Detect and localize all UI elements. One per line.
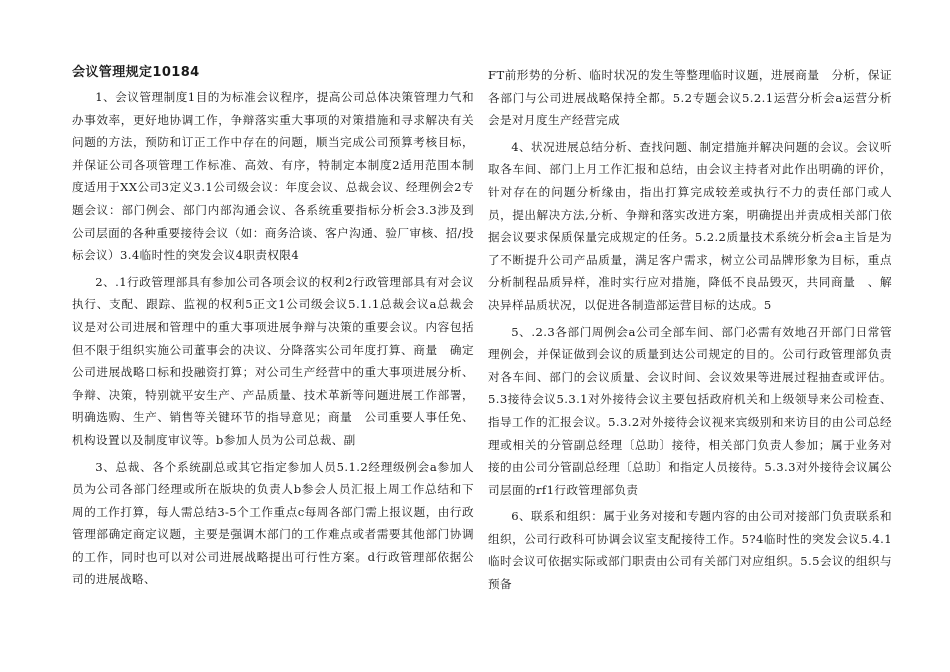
right-column	[488, 64, 892, 600]
paragraph: FT前形势的分析、临时状况的发生等整理临时议题，进展商量 分析，保证各部门与公司进展战略保持全都。5.2专题会议5.2.1运营分析会a运营分析会是对月度生产经营完成	[488, 68, 892, 128]
paragraph: 1、会议管理制度1目的为标准会议程序，提高公司总体决策管理力气和办事效率，更好地协调工作，争辩落实重大事项的对策措施和寻求解决有关问题的方法，预防和订正工作中存在的问题，顺当完成公司预算考核目标，并保证公司各项管理工作标准、高效、有序，特制定本制度2适用范围本制度适用于XX公司3定义3.1公司级会议：年度会议、总裁会议、经理例会2专题会议：部门例会、部门内部沟通会议、各系统重要指标分析会3.3涉及到公司层面的各种重要接待会议（如：商务洽谈、客户沟通、验厂审核、招/投标会议）3.4临时性的突发会议4职责权限4	[72, 90, 474, 263]
paragraph: 6、联系和组织：属于业务对接和专题内容的由公司对接部门负责联系和组织，公司行政科可协调会议室支配接待工作。5?4临时性的突发会议5.4.1临时会议可依据实际或部门职责由公司有关部门对应组织。5.5会议的组织与预备	[488, 509, 892, 592]
paragraph: 3、总裁、各个系统副总或其它指定参加人员5.1.2经理级例会a参加人员为公司各部门经理或所在版块的负责人b参会人员汇报上周工作总结和下周的工作打算，每人需总结3-5个工作重点c每周各部门需上报议题，由行政管理部确定商定议题，主要是强调木部门的工作难点或者需要其他部门协调的工作，同时也可以对公司进展战略提出可行性方案。d行政管理部依据公司的进展战略、	[72, 459, 474, 587]
left-column	[72, 62, 474, 595]
paragraph: 2、.1行政管理部具有参加公司各项会议的权利2行政管理部具有对会议执行、支配、跟踪、监视的权利5正文1公司级会议5.1.1总裁会议a总裁会议是对公司进展和管理中的重大事项进展争辩与决策的重要会议。内容包括但不限于组织实施公司董事会的决议、分降落实公司年度打算、商量 确定公司进展战略口标和投融资打算；对公司生产经营中的重大事项进展分析、争辩、决策，特别就平安生产、产品质量、技术革新等问题进展工作部署，明确选购、生产、销售等关键环节的指导意见；商量 公司重要人事任免、机构设置以及制度审议等。b参加人员为公司总裁、副	[72, 274, 474, 447]
paragraph: 4、状况进展总结分析、查找问题、制定措施并解决问题的会议。会议听取各车间、部门上月工作汇报和总结，由会议主持者对此作出明确的评价，针对存在的问题分析缘由，指出打算完成较差或执行不力的责任部门或人员，提出解决方法,分析、争辩和落实改进方案，明确提出并责成相关部门依据会议要求保质保量完成规定的任务。5.2.2质量技术系统分析会a主旨是为了不断提升公司产品质量，满足客户需求，树立公司品牌形象为目标，重点分析制程品质异样，准时实行应对措施，降低不良品毁灭，共同商量 、解决异样品质状况，以促进各制造部运营目标的达成。5	[488, 139, 892, 312]
paragraph: 5、.2.3各部门周例会a公司全部车间、部门必需有效地召开部门日常管理例会，并保证做到会议的质量到达公司规定的目的。公司行政管理部负责对各车间、部门的会议质量、会议时间、会议效果等进展过程抽查或评估。5.3接待会议5.3.1对外接待会议主要包括政府机关和上级领导来公司检查、指导工作的汇报会议。5.3.2对外接待会议视来宾级别和来访目的由公司总经理或相关的分管副总经理〔总助〕接待，相关部门负责人参加；属于业务对接的由公司分管副总经理〔总助〕和指定人员接待。5.3.3对外接待会议属公司层面的rf1行政管理部负责	[488, 324, 892, 497]
document-title: 会议管理规定10184	[72, 65, 200, 80]
